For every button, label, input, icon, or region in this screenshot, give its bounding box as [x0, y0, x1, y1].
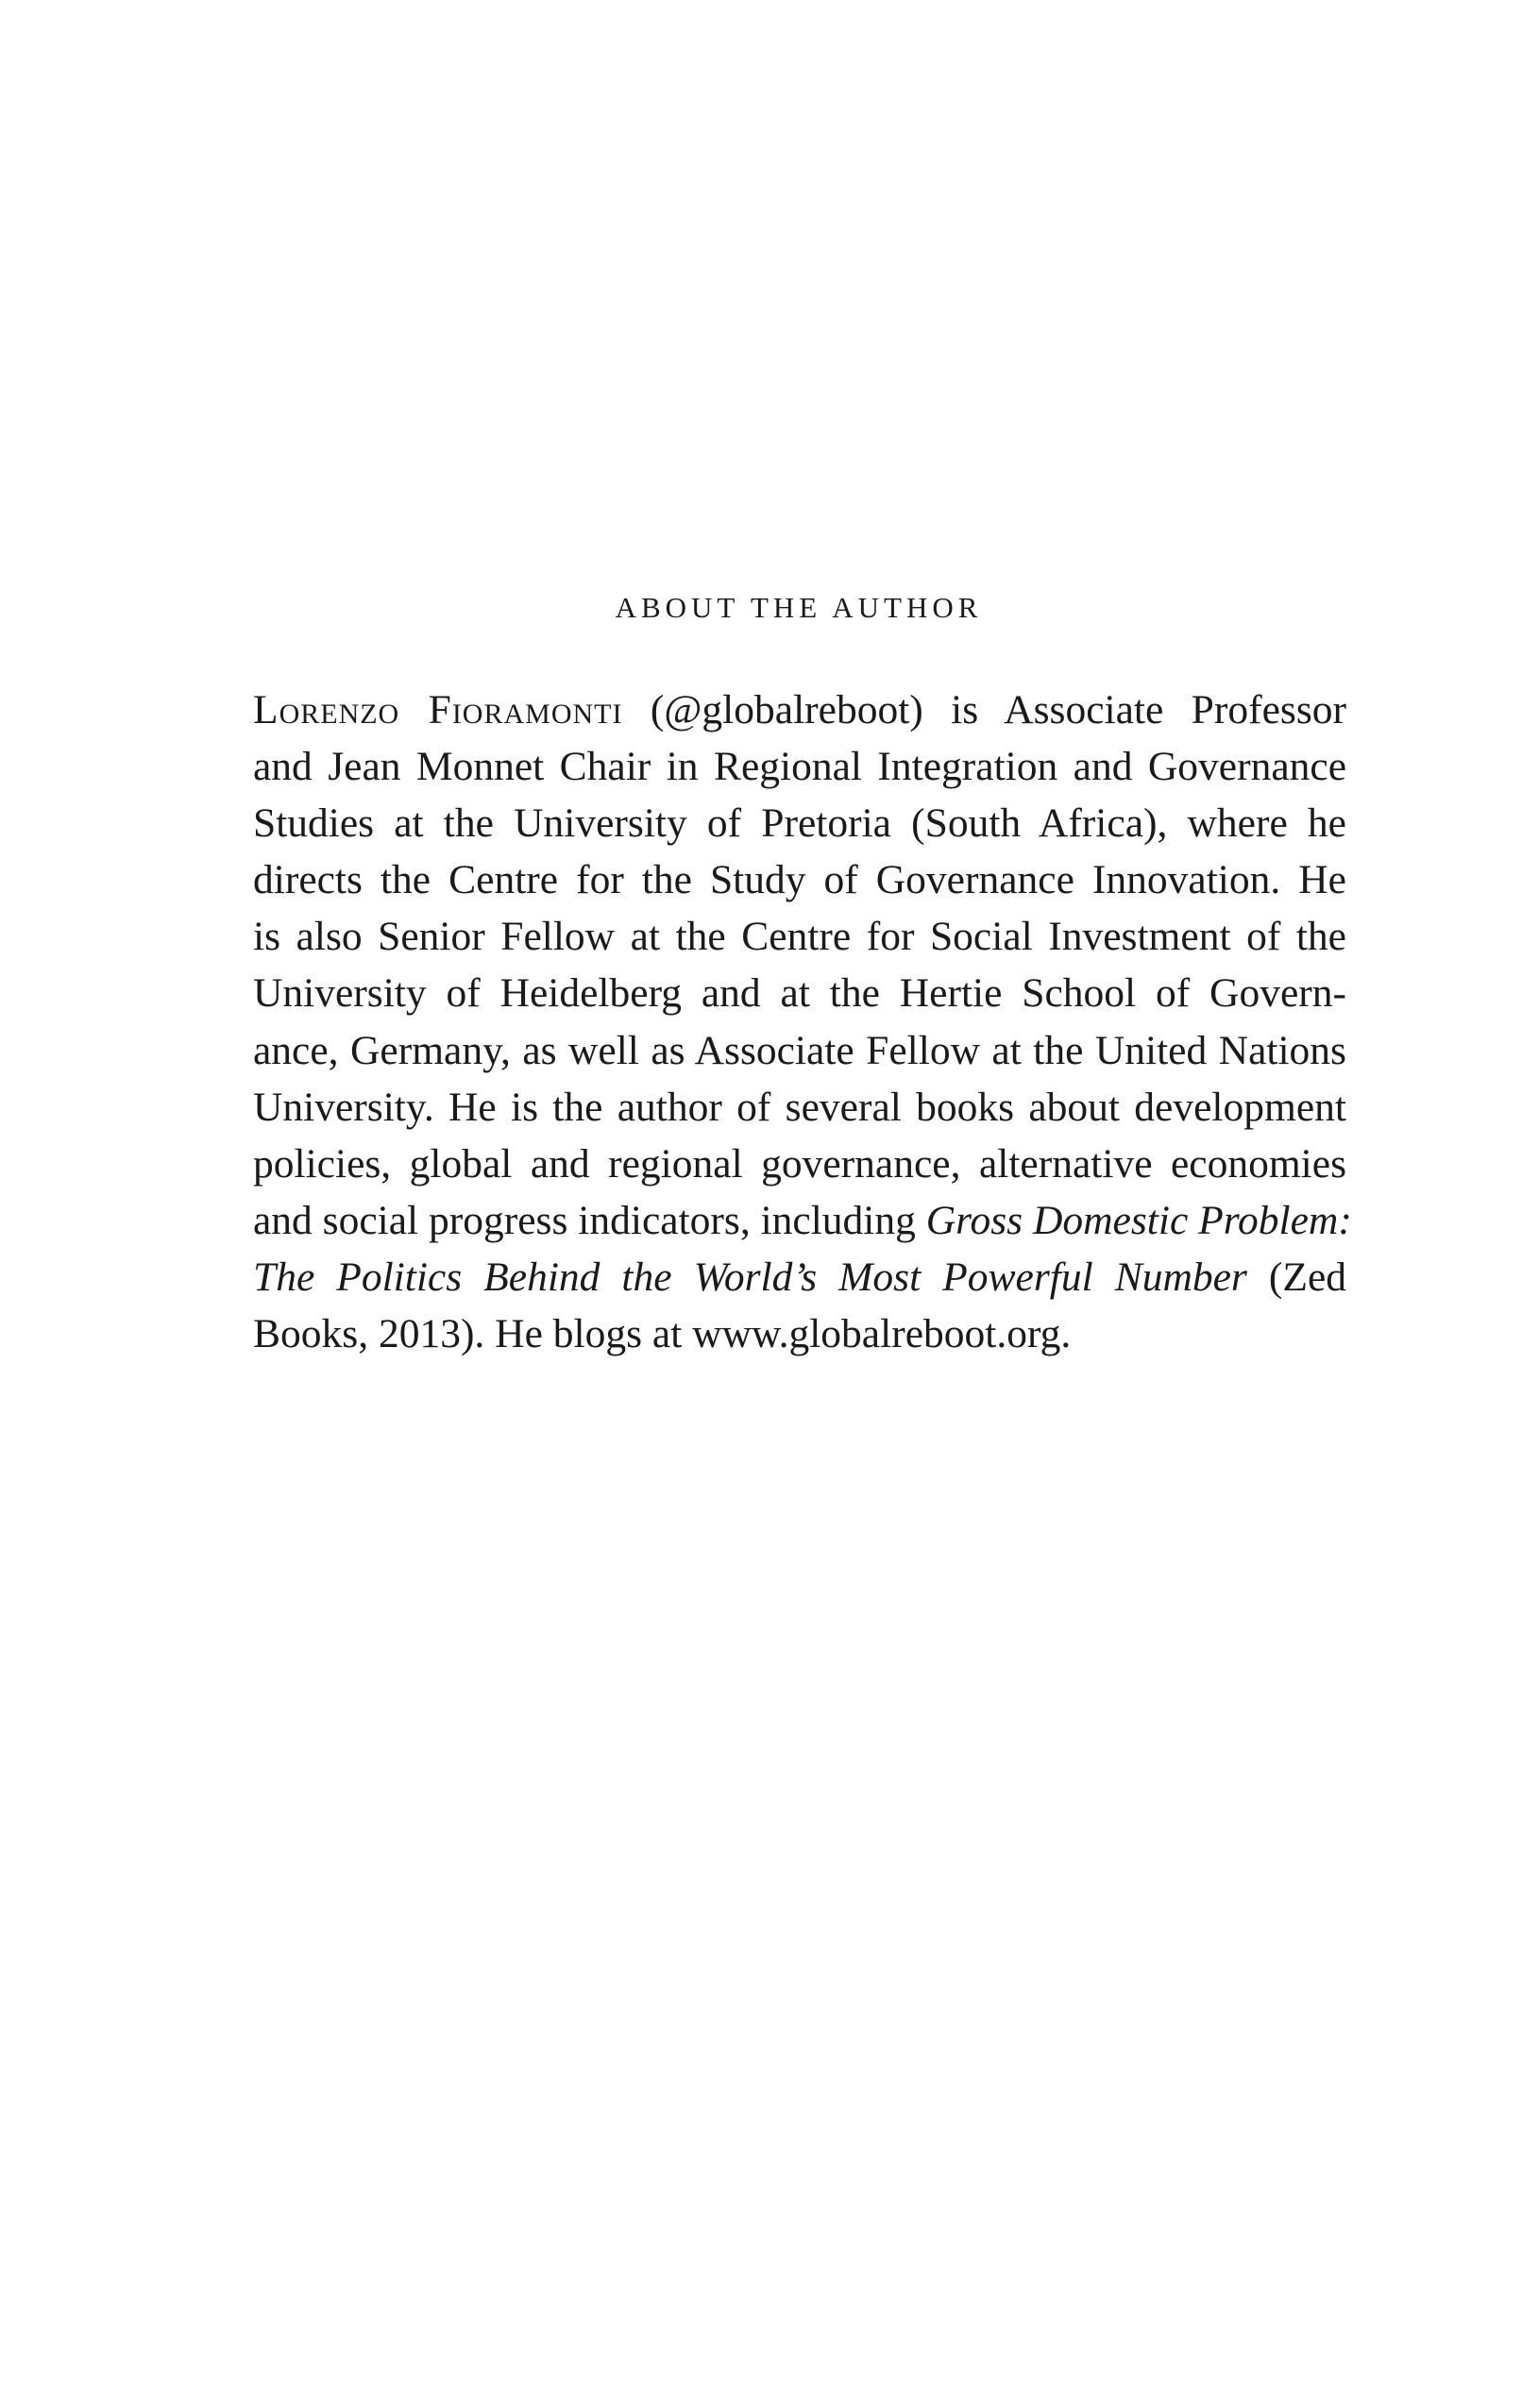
bio-line — [253, 682, 1346, 738]
bio-line: directs the Centre for the Study of Governance Innovation. He — [253, 857, 1346, 903]
bio-text: (@globalreboot) is Associate Professor — [650, 687, 1346, 733]
book-title: Gross Domestic Problem: — [925, 1197, 1352, 1243]
bio-line: policies, global and regional governance, alternative economies — [253, 1140, 1346, 1187]
author-bio — [253, 682, 1352, 1362]
bio-line: University of Heidelberg and at the Hertie School of Govern- — [253, 970, 1346, 1017]
author-name: Lorenzo Fioramonti — [253, 687, 623, 733]
bio-line — [253, 1249, 1346, 1305]
bio-line: and Jean Monnet Chair in Regional Integration and Governance — [253, 744, 1346, 790]
section-heading: ABOUT THE AUTHOR — [615, 591, 983, 624]
book-title: The Politics Behind the World’s Most Powerful Number — [253, 1254, 1247, 1300]
bio-text: (Zed — [1268, 1254, 1347, 1300]
bio-line: is also Senior Fellow at the Centre for Social Investment of the — [253, 914, 1346, 960]
bio-text: and social progress indicators, including — [253, 1197, 916, 1243]
bio-line: University. He is the author of several books about development — [253, 1084, 1346, 1130]
bio-line: Studies at the University of Pretoria (South Africa), where he — [253, 800, 1346, 847]
bio-line: ance, Germany, as well as Associate Fellow at the United Nations — [253, 1027, 1346, 1073]
bio-line: Books, 2013). He blogs at www.globalreboot.org. — [253, 1311, 1072, 1357]
bio-line — [253, 1192, 1352, 1249]
